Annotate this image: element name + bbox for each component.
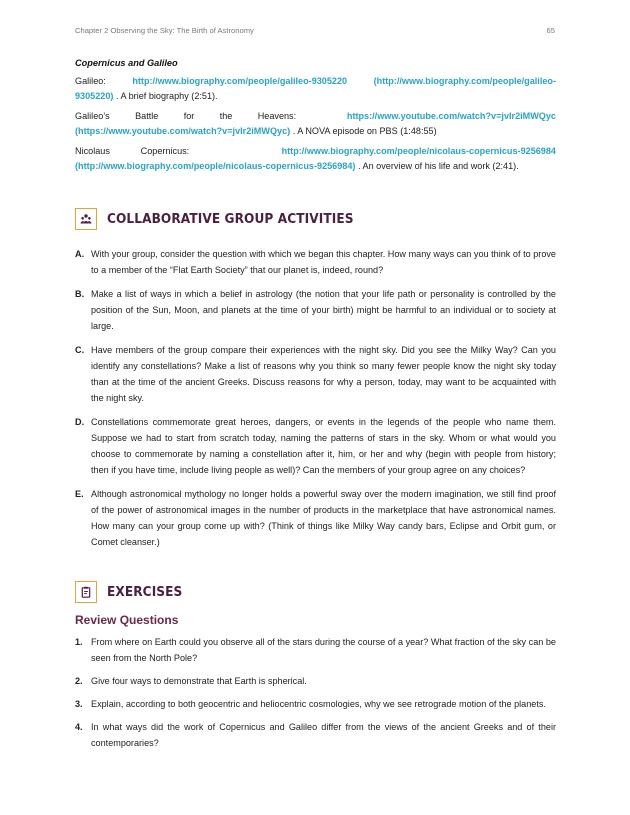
running-header — [75, 26, 555, 38]
page-number: 65 — [546, 26, 555, 35]
item-text: In what ways did the work of Copernicus and Galileo differ from the views of the ancient Greeks and of their contemporaries? — [91, 722, 556, 748]
chapter-title: Chapter 2 Observing the Sky: The Birth of Astronomy — [75, 26, 254, 35]
exercises-section-title: EXERCISES — [107, 584, 183, 600]
collab-activities-list — [75, 246, 556, 558]
links-heading: Copernicus and Galileo — [75, 58, 178, 68]
collab-section-header — [75, 207, 381, 231]
clipboard-icon — [75, 581, 97, 603]
item-marker: 2. — [75, 676, 83, 686]
item-marker: E. — [75, 489, 84, 499]
item-text: Constellations commemorate great heroes, dangers, or events in the legends of the people who name them. Suppose we had to start from scratch today, naming the patterns of stars in the sky. Whom or what would you choose to commemorate by naming a constellation after it, him, or her and why (begin with people from history; then if you have time, include living people as well)? Can the members of your group agree on any choices? — [91, 417, 556, 475]
item-text: Give four ways to demonstrate that Earth is spherical. — [91, 676, 307, 686]
link-url-paren[interactable]: (https://www.youtube.com/watch?v=jvIr2iMWQyc) — [75, 126, 291, 137]
link-url[interactable]: http://www.biography.com/people/nicolaus-copernicus-9256984 — [281, 145, 556, 156]
collab-section-title: COLLABORATIVE GROUP ACTIVITIES — [107, 211, 354, 227]
item-marker: 3. — [75, 699, 83, 709]
group-people-icon — [75, 208, 97, 230]
item-marker: 4. — [75, 722, 83, 732]
list-item — [75, 286, 556, 334]
list-item — [75, 634, 556, 666]
link-label: Galileo: — [75, 76, 106, 86]
list-item — [75, 673, 556, 689]
list-item — [75, 696, 556, 712]
list-item — [75, 342, 556, 406]
review-questions-list — [75, 634, 556, 758]
item-marker: B. — [75, 289, 85, 299]
list-item — [75, 486, 556, 550]
link-url[interactable]: https://www.youtube.com/watch?v=jvIr2iMWQyc — [346, 110, 556, 121]
link-entry-battle — [75, 109, 556, 140]
item-marker: 1. — [75, 637, 83, 647]
item-text: Explain, according to both geocentric and heliocentric cosmologies, why we see retrograde motion of the planets. — [91, 699, 546, 709]
review-questions-heading: Review Questions — [75, 613, 179, 627]
link-entry-galileo — [75, 74, 556, 105]
link-label: Nicolaus Copernicus: — [75, 145, 190, 156]
item-text: Have members of the group compare their experiences with the night sky. Did you see the Milky Way? Can you identify any constellations? Make a list of reasons why you think so many fewer people know the night sky today than at the time of the ancient Greeks. Discuss reasons for why a person, today, may want to be acquainted with the night sky. — [91, 345, 556, 403]
item-text: With your group, consider the question with which we began this chapter. How many ways can you think of to prove to a member of the “Flat Earth Society” that our planet is, indeed, round? — [91, 249, 556, 275]
exercises-section-header — [75, 580, 191, 604]
item-text: From where on Earth could you observe all of the stars during the course of a year? What fraction of the sky can be seen from the North Pole? — [91, 637, 556, 663]
link-url-paren[interactable]: (http://www.biography.com/people/galileo-9305220) — [75, 76, 556, 102]
link-entry-copernicus — [75, 144, 556, 175]
link-url-paren[interactable]: (http://www.biography.com/people/nicolaus-copernicus-9256984) — [75, 161, 356, 172]
list-item — [75, 719, 556, 751]
link-desc: . A brief biography (2:51). — [115, 91, 218, 102]
list-item — [75, 414, 556, 478]
item-marker: A. — [75, 249, 85, 259]
links-section — [75, 58, 556, 178]
link-url[interactable]: http://www.biography.com/people/galileo-9305220 — [132, 76, 348, 86]
link-label: Galileo’s Battle for the Heavens: — [75, 110, 297, 121]
item-marker: C. — [75, 345, 85, 355]
item-text: Make a list of ways in which a belief in astrology (the notion that your life path or personality is controlled by the position of the Sun, Moon, and planets at the time of your birth) might be harmful to an individual or to society at large. — [91, 289, 556, 331]
item-marker: D. — [75, 417, 85, 427]
link-desc: . An overview of his life and work (2:41). — [357, 161, 519, 172]
list-item — [75, 246, 556, 278]
item-text: Although astronomical mythology no longer holds a powerful sway over the modern imagination, we still find proof of the power of astronomical images in the number of products in the marketplace that have astronomical names. How many can your group come up with? (Think of things like Milky Way candy bars, Eclipse and Orbit gum, or Comet cleanser.) — [91, 489, 556, 547]
link-desc: . A NOVA episode on PBS (1:48:55) — [292, 126, 437, 137]
